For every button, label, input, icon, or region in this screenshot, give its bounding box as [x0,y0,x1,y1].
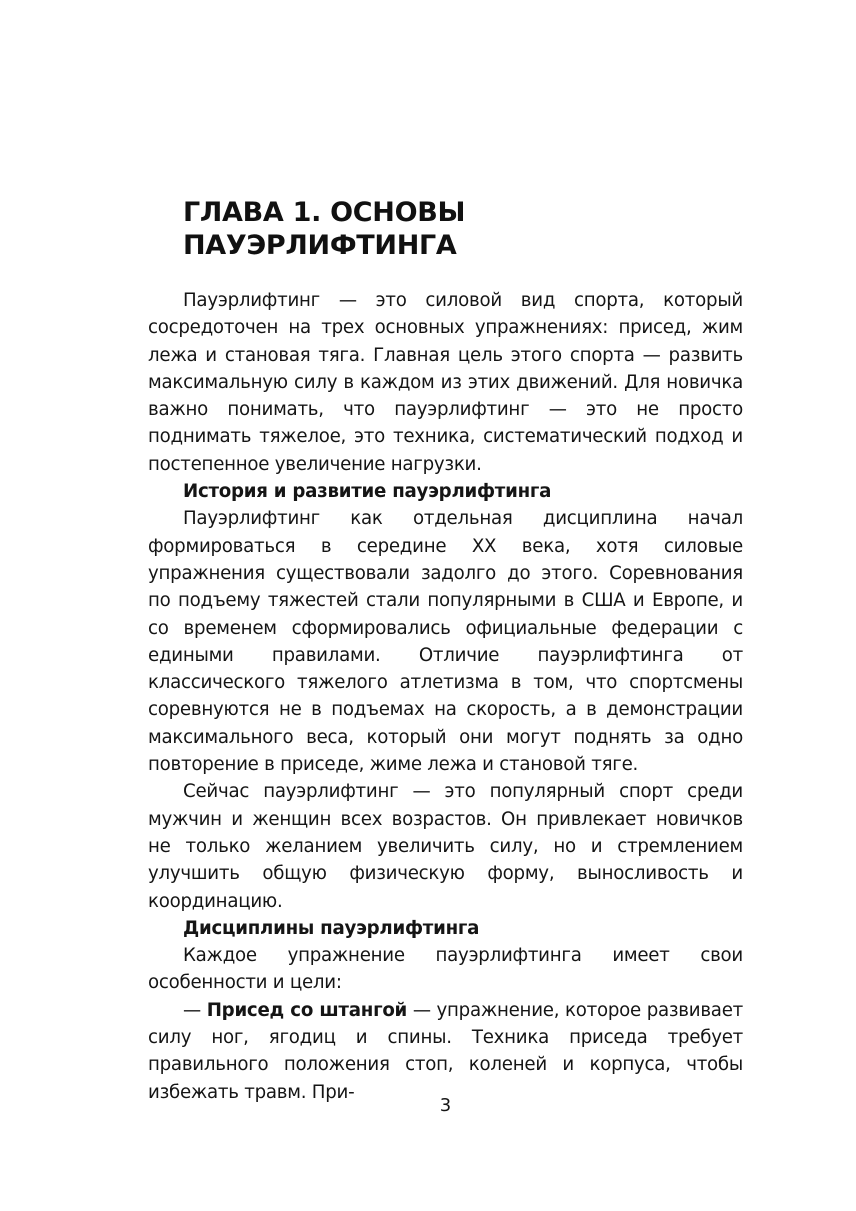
history-paragraph-1: Пауэрлифтинг как отдельная дисциплина начал формироваться в середине XX века, хотя силовые упражнения существовали задолго до этого. Соревнования по подъему тяжестей стали популярными в США и Европе, и со временем сформировались официальные федерации с едиными правилами. Отличие пауэрлифтинга от классического тяжелого атлетизма в том, что спортсмены соревнуются не в подъемах на скорость, а в демонстрации максимального веса, который они могут поднять за одно повторение в приседе, жиме лежа и становой тяге. [148,508,743,776]
chapter-title-line-2: ПАУЭРЛИФТИНГА [183,230,457,261]
chapter-title [183,196,743,262]
squat-description: — упражнение, которое развивает силу ног, ягодиц и спины. Техника приседа требует правильного положения стоп, коленей и корпуса, чтобы избежать травм. При- [148,999,743,1103]
disciplines-heading: Дисциплины пауэрлифтинга [183,917,480,939]
history-heading: История и развитие пауэрлифтинга [183,481,552,503]
history-paragraph-2: Сейчас пауэрлифтинг — это популярный спорт среди мужчин и женщин всех возрастов. Он привлекает новичков не только желанием увеличить силу, но и стремлением улучшить общую физическую форму, выносливость и координацию. [148,781,743,912]
squat-dash: — [183,999,207,1021]
body-text [148,287,743,1106]
squat-paragraph [148,997,743,1106]
page-number: 3 [439,1095,452,1116]
intro-paragraph: Пауэрлифтинг — это силовой вид спорта, который сосредоточен на трех основных упражнениях: присед, жим лежа и становая тяга. Главная цель этого спорта — развить максимальную силу в каждом из этих движений. Для новичка важно понимать, что пауэрлифтинг — это не просто поднимать тяжелое, это техника, систематический подход и постепенное увеличение нагрузки. [148,290,743,475]
squat-term: Присед со штангой [206,999,408,1021]
chapter-title-line-1: ГЛАВА 1. ОСНОВЫ [183,197,466,228]
disciplines-paragraph: Каждое упражнение пауэрлифтинга имеет свои особенности и цели: [148,945,743,994]
